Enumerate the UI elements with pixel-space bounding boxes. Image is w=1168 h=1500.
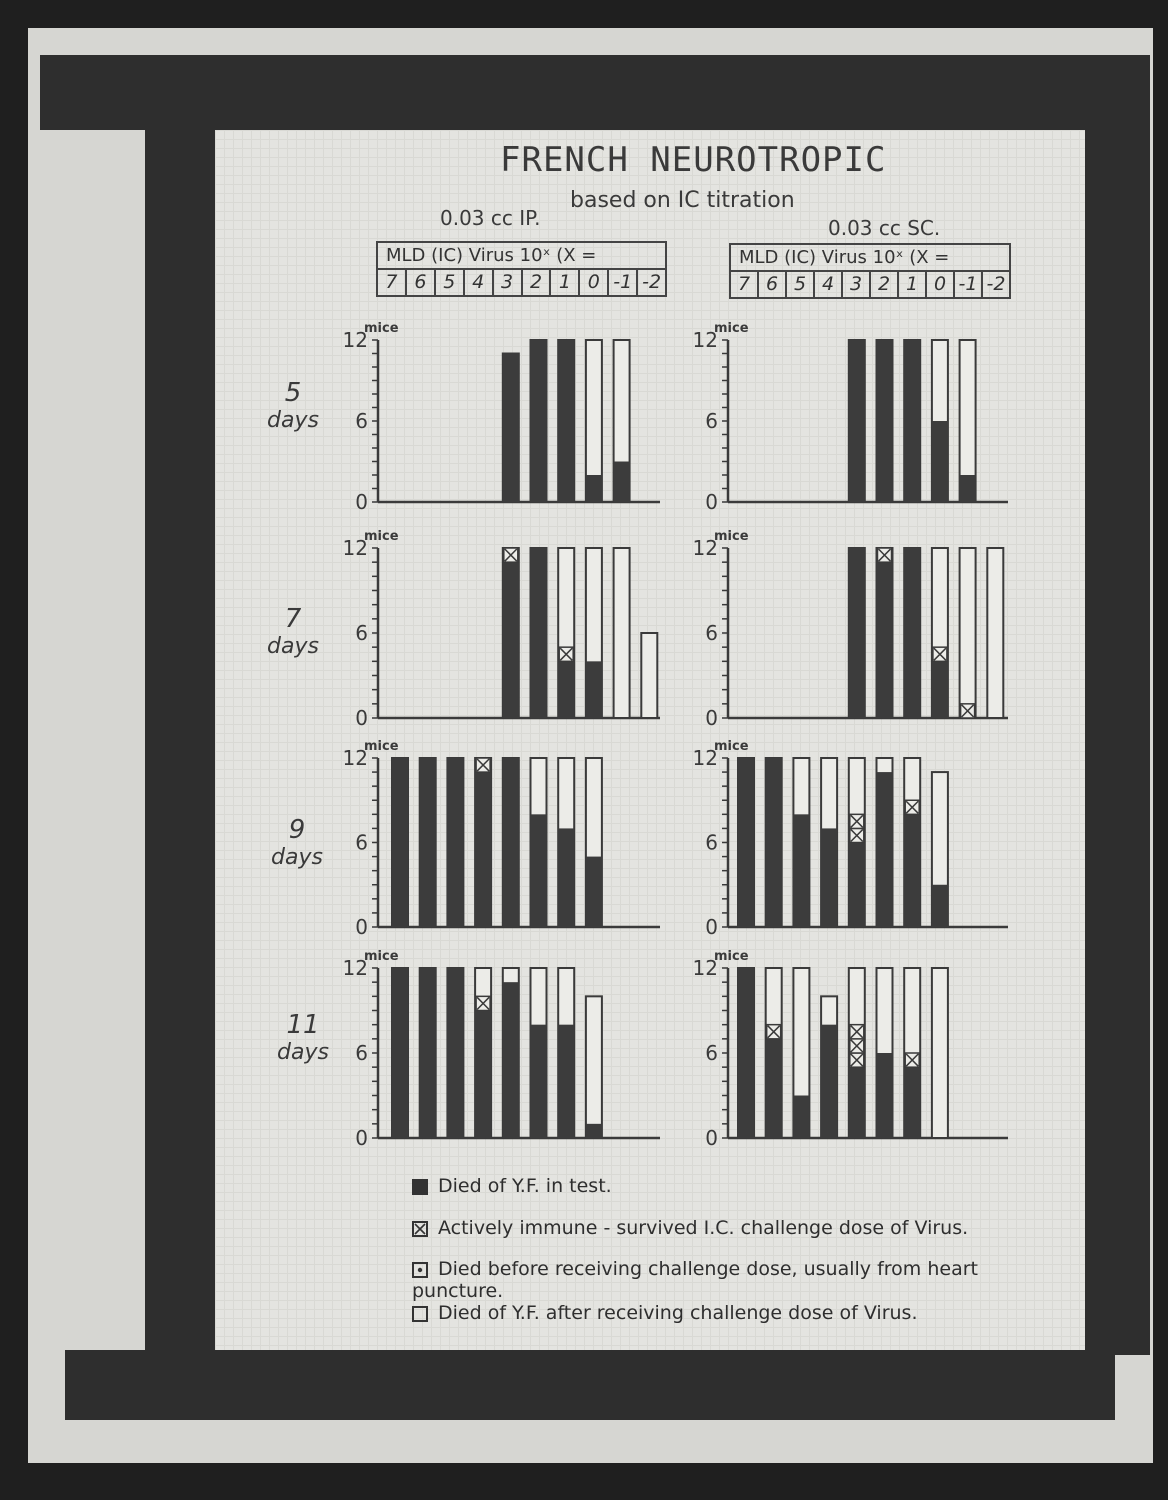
x-tick-label: 6 xyxy=(757,272,785,297)
y-tick-label: 12 xyxy=(692,956,718,980)
x-tick-label: 0 xyxy=(925,272,953,297)
row-number: 9 xyxy=(288,815,306,845)
bar-died-in-test xyxy=(420,968,436,1138)
bar-died-in-test xyxy=(821,1025,837,1138)
y-tick-label: 12 xyxy=(342,956,368,980)
bar-died-in-test xyxy=(849,548,865,718)
x-tick-label: -1 xyxy=(953,272,981,297)
bar-died-in-test xyxy=(392,758,408,927)
bar-died-in-test xyxy=(766,1039,782,1138)
bar-died-in-test xyxy=(932,421,948,502)
bar-died-in-test xyxy=(793,814,809,927)
y-tick-label: 12 xyxy=(692,746,718,770)
bar-died-in-test xyxy=(877,562,893,718)
bar-died-in-test xyxy=(531,814,547,927)
row-unit: days xyxy=(267,634,319,659)
bar-died-in-test xyxy=(904,1067,920,1138)
x-tick-label: 2 xyxy=(521,270,550,295)
y-tick-label: 6 xyxy=(355,409,368,433)
row-number: 7 xyxy=(284,604,302,634)
y-axis-label: mice xyxy=(714,529,749,544)
bar-died-in-test xyxy=(904,548,920,718)
row-number: 11 xyxy=(286,1010,320,1040)
bar-after-challenge xyxy=(641,633,657,718)
x-tick-label: 6 xyxy=(405,270,434,295)
chart-subtitle: based on IC titration xyxy=(570,188,795,213)
bar-died-in-test xyxy=(877,340,893,502)
y-axis-label: mice xyxy=(364,321,399,336)
bar-died-in-test xyxy=(447,758,463,927)
y-tick-label: 6 xyxy=(355,830,368,855)
x-tick-label: 5 xyxy=(785,272,813,297)
x-tick-label: 3 xyxy=(492,270,521,295)
bar-died-in-test xyxy=(849,1067,865,1138)
bar-died-in-test xyxy=(503,982,519,1138)
legend-item-before xyxy=(412,1258,1032,1302)
bar-died-in-test xyxy=(586,857,602,927)
y-tick-label: 12 xyxy=(342,536,368,560)
bar-died-in-test xyxy=(877,1053,893,1138)
bar-died-in-test xyxy=(558,661,574,718)
bar-after-challenge xyxy=(960,548,976,718)
bar-died-in-test xyxy=(531,548,547,718)
x-tick-label: 0 xyxy=(578,270,607,295)
x-tick-label: 3 xyxy=(841,272,869,297)
bar-died-in-test xyxy=(766,758,782,927)
legend-swatch-empty-icon xyxy=(412,1306,428,1322)
bar-died-in-test xyxy=(877,772,893,927)
bar-died-in-test xyxy=(420,758,436,927)
bar-died-in-test xyxy=(558,1025,574,1138)
x-tick-label: 2 xyxy=(869,272,897,297)
y-tick-label: 12 xyxy=(342,328,368,352)
y-axis-label: mice xyxy=(714,949,749,964)
bar-died-in-test xyxy=(558,828,574,927)
x-tick-label: -1 xyxy=(607,270,636,295)
column-label-sc: 0.03 cc SC. xyxy=(828,216,941,240)
bar-died-in-test xyxy=(503,758,519,927)
bar-died-in-test xyxy=(614,462,630,503)
bar-died-in-test xyxy=(960,475,976,502)
y-tick-label: 0 xyxy=(355,1126,368,1150)
y-axis-label: mice xyxy=(364,529,399,544)
y-tick-label: 0 xyxy=(705,490,718,514)
bar-after-challenge xyxy=(614,548,630,718)
bar-died-in-test xyxy=(475,772,491,927)
y-tick-label: 6 xyxy=(355,1041,368,1065)
legend-swatch-filled-icon xyxy=(412,1179,428,1195)
x-tick-label: 5 xyxy=(434,270,463,295)
bar-died-in-test xyxy=(475,1011,491,1139)
bar-died-in-test xyxy=(932,885,948,927)
row-unit: days xyxy=(271,845,323,870)
y-tick-label: 12 xyxy=(692,328,718,352)
x-tick-label: 1 xyxy=(549,270,578,295)
x-header-title: MLD (IC) Virus 10ˣ (X = xyxy=(378,243,665,270)
row-unit: days xyxy=(267,408,319,433)
chart-title: FRENCH NEUROTROPIC xyxy=(500,140,887,180)
column-label-ip: 0.03 cc IP. xyxy=(440,206,541,230)
y-axis-label: mice xyxy=(364,739,399,754)
bar-died-in-test xyxy=(586,661,602,718)
y-axis-label: mice xyxy=(364,949,399,964)
bar-after-challenge xyxy=(932,968,948,1138)
bar-died-in-test xyxy=(503,562,519,718)
bar-died-in-test xyxy=(904,340,920,502)
x-tick-label: 7 xyxy=(737,273,751,295)
x-tick-label: 4 xyxy=(813,272,841,297)
y-tick-label: 0 xyxy=(355,490,368,514)
bar-died-in-test xyxy=(932,661,948,718)
legend-label: Died of Y.F. after receiving challenge dose of Virus. xyxy=(438,1302,918,1324)
bar-died-in-test xyxy=(738,968,754,1138)
bar-died-in-test xyxy=(849,340,865,502)
legend-item-after xyxy=(412,1302,917,1324)
y-tick-label: 0 xyxy=(705,915,718,939)
y-tick-label: 6 xyxy=(705,409,718,433)
legend-item-immune xyxy=(412,1217,968,1239)
y-tick-label: 6 xyxy=(355,621,368,645)
x-tick-label: 7 xyxy=(385,271,398,293)
y-tick-label: 12 xyxy=(342,746,368,770)
bar-died-in-test xyxy=(558,340,574,502)
y-tick-label: 12 xyxy=(692,536,718,560)
legend-swatch-dotted-icon xyxy=(412,1262,428,1278)
legend-swatch-crossed-icon xyxy=(412,1221,428,1237)
bar-died-in-test xyxy=(503,354,519,503)
bar-died-in-test xyxy=(793,1096,809,1139)
y-axis-label: mice xyxy=(714,321,749,336)
y-tick-label: 0 xyxy=(355,915,368,939)
y-tick-label: 0 xyxy=(705,706,718,730)
bar-died-in-test xyxy=(821,828,837,927)
x-tick-label: 1 xyxy=(897,272,925,297)
bar-died-in-test xyxy=(392,968,408,1138)
bar-died-in-test xyxy=(738,758,754,927)
y-tick-label: 6 xyxy=(705,621,718,645)
bar-died-in-test xyxy=(586,1124,602,1138)
x-tick-label: 4 xyxy=(463,270,492,295)
bar-died-in-test xyxy=(849,843,865,928)
legend-label: Died of Y.F. in test. xyxy=(438,1175,612,1197)
bar-died-in-test xyxy=(447,968,463,1138)
y-tick-label: 6 xyxy=(705,1041,718,1065)
y-axis-label: mice xyxy=(714,739,749,754)
bar-after-challenge xyxy=(586,996,602,1138)
bar-died-in-test xyxy=(904,814,920,927)
legend-label: Died before receiving challenge dose, usually from heart puncture. xyxy=(412,1258,978,1302)
y-tick-label: 0 xyxy=(355,706,368,730)
row-unit: days xyxy=(277,1040,329,1065)
bar-died-in-test xyxy=(531,1025,547,1138)
legend-label: Actively immune - survived I.C. challenge dose of Virus. xyxy=(438,1217,969,1239)
x-header-title: MLD (IC) Virus 10ˣ (X = xyxy=(731,245,1009,272)
bar-died-in-test xyxy=(586,475,602,502)
x-tick-label: -2 xyxy=(981,272,1009,297)
bar-died-in-test xyxy=(531,340,547,502)
bar-after-challenge xyxy=(987,548,1003,718)
y-tick-label: 0 xyxy=(705,1126,718,1150)
y-tick-label: 6 xyxy=(705,830,718,855)
row-number: 5 xyxy=(284,378,302,408)
legend-item-died xyxy=(412,1175,612,1197)
x-tick-label: -2 xyxy=(636,270,665,295)
